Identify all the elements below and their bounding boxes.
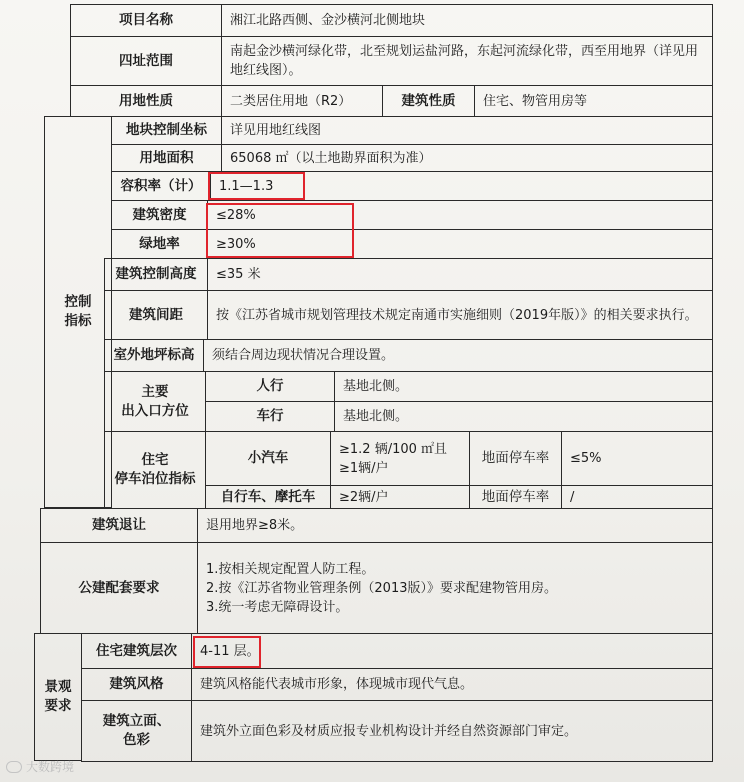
parking-label: 住宅 停车泊位指标 <box>104 431 206 509</box>
entrance-pedestrian-value: 基地北侧。 <box>334 371 713 402</box>
setback-value: 退用地界≥8米。 <box>197 508 713 543</box>
public-item-1: 1.按相关规定配置人防工程。 <box>206 561 375 577</box>
grade-value: 须结合周边现状情况合理设置。 <box>203 339 713 372</box>
watermark-text: 大数跨境 <box>26 760 75 774</box>
highlight-density-green <box>206 203 354 258</box>
land-use-value: 二类居住用地（R2） <box>221 85 383 117</box>
spacing-value: 按《江苏省城市规划管理技术规定南通市实施细则（2019年版）》的相关要求执行。 <box>207 290 713 340</box>
highlight-floors <box>193 636 261 668</box>
watermark <box>6 758 74 775</box>
public-item-2: 2.按《江苏省物业管理条例（2013版）》要求配建物管用房。 <box>206 580 557 596</box>
far-label: 容积率（计） <box>111 171 211 201</box>
height-label: 建筑控制高度 <box>104 258 208 291</box>
density-value: ≤28% <box>207 200 713 230</box>
building-nature-label: 建筑性质 <box>382 85 475 117</box>
entrance-vehicle-label: 车行 <box>205 401 335 432</box>
control-indicators-label: 控制 指标 <box>44 116 112 508</box>
green-ratio-value: ≥30% <box>207 229 713 259</box>
style-value: 建筑风格能代表城市形象，体现城市现代气息。 <box>191 668 713 701</box>
setback-label: 建筑退让 <box>40 508 198 543</box>
grade-label: 室外地坪标高 <box>104 339 204 372</box>
floors-value: 4-11 层。 <box>191 633 713 669</box>
parking-car-ground-label: 地面停车率 <box>469 431 562 486</box>
density-label: 建筑密度 <box>111 200 208 230</box>
floors-label: 住宅建筑层次 <box>81 633 192 669</box>
parking-bike-value: ≥2辆/户 <box>330 485 470 509</box>
landscape-requirements-label: 景观 要求 <box>34 633 82 761</box>
coords-value: 详见用地红线图 <box>221 116 713 145</box>
green-ratio-label: 绿地率 <box>111 229 208 259</box>
parking-car-value: ≥1.2 辆/100 ㎡且 ≥1辆/户 <box>330 431 470 486</box>
height-value: ≤35 米 <box>207 258 713 291</box>
area-label: 用地面积 <box>111 144 222 172</box>
far-value: 1.1—1.3 <box>210 171 713 201</box>
project-name-value: 湘江北路西侧、金沙横河北侧地块 <box>221 4 713 37</box>
land-use-label: 用地性质 <box>70 85 222 117</box>
boundary-value: 南起金沙横河绿化带，北至规划运盐河路，东起河流绿化带，西至用地界（详见用地红线图）。 <box>221 36 713 86</box>
public-facilities-label: 公建配套要求 <box>40 542 198 634</box>
facade-value: 建筑外立面色彩及材质应报专业机构设计并经自然资源部门审定。 <box>191 700 713 762</box>
coords-label: 地块控制坐标 <box>111 116 222 145</box>
style-label: 建筑风格 <box>81 668 192 701</box>
area-value: 65068 ㎡（以土地勘界面积为准） <box>221 144 713 172</box>
parking-bike-ground-label: 地面停车率 <box>469 485 562 509</box>
parking-bike-ground-value: / <box>561 485 713 509</box>
entrance-label: 主要 出入口方位 <box>104 371 206 432</box>
spacing-label: 建筑间距 <box>104 290 208 340</box>
boundary-label: 四址范围 <box>70 36 222 86</box>
public-facilities-list <box>197 542 713 634</box>
parking-car-ground-value: ≤5% <box>561 431 713 486</box>
watermark-logo-icon <box>6 761 22 773</box>
highlight-far <box>208 172 305 200</box>
entrance-vehicle-value: 基地北侧。 <box>334 401 713 432</box>
building-nature-value: 住宅、物管用房等 <box>474 85 713 117</box>
project-name-label: 项目名称 <box>70 4 222 37</box>
parking-car-label: 小汽车 <box>205 431 331 486</box>
public-item-3: 3.统一考虑无障碍设计。 <box>206 599 349 615</box>
entrance-pedestrian-label: 人行 <box>205 371 335 402</box>
facade-label: 建筑立面、 色彩 <box>81 700 192 762</box>
parking-bike-label: 自行车、摩托车 <box>205 485 331 509</box>
